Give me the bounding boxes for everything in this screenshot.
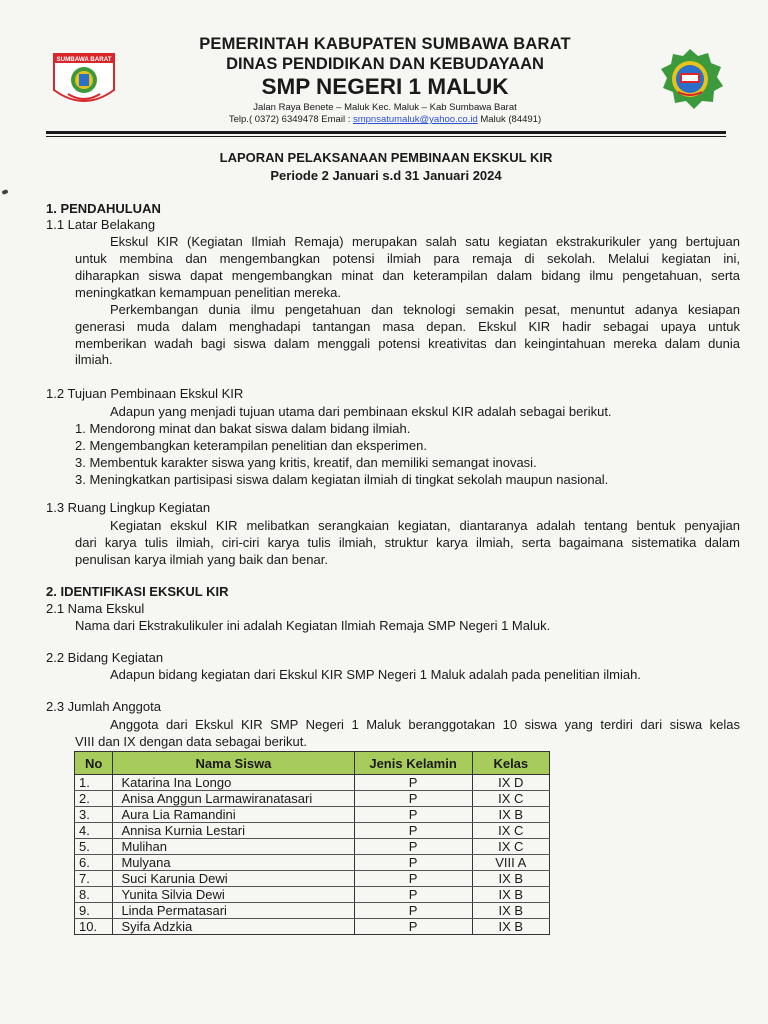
para1-line3: diharapkan siswa dapat mengembangkan minat dan keterampilan dalam bidang ilmu pengetahuan, serta bbox=[75, 268, 740, 283]
class-cell: IX C bbox=[472, 839, 549, 855]
class-cell: IX B bbox=[472, 807, 549, 823]
student-name-cell: Katarina Ina Longo bbox=[113, 775, 354, 791]
letterhead-rule-thin bbox=[46, 136, 726, 137]
class-cell: IX B bbox=[472, 871, 549, 887]
table-row bbox=[75, 823, 550, 839]
school-address: Jalan Raya Benete – Maluk Kec. Maluk – Kab Sumbawa Barat bbox=[253, 102, 517, 113]
class-cell: IX D bbox=[472, 775, 549, 791]
gender-cell: P bbox=[354, 839, 472, 855]
gender-cell: P bbox=[354, 775, 472, 791]
row-number-cell: 1. bbox=[75, 775, 113, 791]
members-line2: VIII dan IX dengan data sebagai berikut. bbox=[75, 734, 308, 749]
class-cell: IX C bbox=[472, 823, 549, 839]
club-name-text: Nama dari Ekstrakulikuler ini adalah Kegiatan Ilmiah Remaja SMP Negeri 1 Maluk. bbox=[75, 618, 551, 633]
row-number-cell: 8. bbox=[75, 887, 113, 903]
postal-text: Maluk (84491) bbox=[477, 114, 542, 125]
row-number-cell: 4. bbox=[75, 823, 113, 839]
para2-line4: ilmiah. bbox=[75, 352, 113, 367]
report-title: LAPORAN PELAKSANAAN PEMBINAAN EKSKUL KIR bbox=[219, 150, 553, 165]
row-number-cell: 6. bbox=[75, 855, 113, 871]
school-emblem-logo bbox=[656, 48, 724, 110]
report-period: Periode 2 Januari s.d 31 Januari 2024 bbox=[270, 168, 502, 183]
class-cell: VIII A bbox=[472, 855, 549, 871]
header-gender: Jenis Kelamin bbox=[354, 752, 472, 775]
gender-cell: P bbox=[354, 919, 472, 935]
section2-3-heading: 2.3 Jumlah Anggota bbox=[46, 699, 161, 714]
student-name-cell: Aura Lia Ramandini bbox=[113, 807, 354, 823]
gender-cell: P bbox=[354, 807, 472, 823]
activity-field-text: Adapun bidang kegiatan dari Ekskul KIR SMP Negeri 1 Maluk adalah pada penelitian ilmiah. bbox=[110, 667, 641, 682]
para1-line2: untuk membina dan mengembangkan potensi ilmiah para remaja di sekolah. Melalui kegiatan ini, bbox=[75, 251, 740, 266]
gender-cell: P bbox=[354, 855, 472, 871]
table-row bbox=[75, 791, 550, 807]
header-class: Kelas bbox=[472, 752, 549, 775]
email-link[interactable]: smpnsatumaluk@yahoo.co.id bbox=[352, 114, 478, 125]
student-name-cell: Syifa Adzkia bbox=[113, 919, 354, 935]
row-number-cell: 7. bbox=[75, 871, 113, 887]
student-name-cell: Mulyana bbox=[113, 855, 354, 871]
department-name: DINAS PENDIDIKAN DAN KEBUDAYAAN bbox=[226, 55, 544, 73]
government-name: PEMERINTAH KABUPATEN SUMBAWA BARAT bbox=[199, 35, 571, 53]
scope-line1: Kegiatan ekskul KIR melibatkan serangkaian kegiatan, diantaranya adalah tentang bentuk penyajian bbox=[110, 518, 740, 533]
section1-1-heading: 1.1 Latar Belakang bbox=[46, 217, 156, 232]
scope-line3: penulisan karya ilmiah yang baik dan benar. bbox=[75, 552, 328, 567]
row-number-cell: 10. bbox=[75, 919, 113, 935]
para2-line2: generasi muda dalam menghadapi tantangan masa depan. Ekskul KIR hadir sebagai upaya untuk bbox=[75, 319, 740, 334]
table-row bbox=[75, 775, 550, 791]
class-cell: IX B bbox=[472, 903, 549, 919]
scan-speck bbox=[1, 189, 8, 195]
header-no: No bbox=[75, 752, 113, 775]
goals-intro: Adapun yang menjadi tujuan utama dari pembinaan ekskul KIR adalah sebagai berikut. bbox=[110, 404, 612, 419]
section2-2-heading: 2.2 Bidang Kegiatan bbox=[46, 650, 164, 665]
section1-heading: 1. PENDAHULUAN bbox=[46, 201, 161, 216]
row-number-cell: 2. bbox=[75, 791, 113, 807]
table-row bbox=[75, 855, 550, 871]
header-name: Nama Siswa bbox=[113, 752, 354, 775]
goal-item: 3. Meningkatkan partisipasi siswa dalam kegiatan ilmiah di tingkat sekolah maupun nasional. bbox=[75, 472, 609, 487]
gender-cell: P bbox=[354, 823, 472, 839]
section1-3-heading: 1.3 Ruang Lingkup Kegiatan bbox=[46, 500, 211, 515]
goal-item: 2. Mengembangkan keterampilan penelitian dan eksperimen. bbox=[75, 438, 427, 453]
student-name-cell: Yunita Silvia Dewi bbox=[113, 887, 354, 903]
row-number-cell: 3. bbox=[75, 807, 113, 823]
class-cell: IX C bbox=[472, 791, 549, 807]
table-row bbox=[75, 871, 550, 887]
table-row bbox=[75, 839, 550, 855]
section1-2-heading: 1.2 Tujuan Pembinaan Ekskul KIR bbox=[46, 386, 244, 401]
class-cell: IX B bbox=[472, 887, 549, 903]
letterhead-rule-thick bbox=[46, 131, 726, 134]
table-row bbox=[75, 903, 550, 919]
student-name-cell: Suci Karunia Dewi bbox=[113, 871, 354, 887]
para1-line1: Ekskul KIR (Kegiatan Ilmiah Remaja) merupakan salah satu kegiatan ekstrakurikuler yang bertujuan bbox=[110, 234, 740, 249]
para2-line1: Perkembangan dunia ilmu pengetahuan dan teknologi semakin pesat, menuntut adanya kesiapan bbox=[110, 302, 740, 317]
para2-line3: memberikan wadah bagi siswa dalam menggali potensi kreativitas dan keingintahuan mereka dalam dunia bbox=[75, 336, 740, 351]
gender-cell: P bbox=[354, 903, 472, 919]
contact-line bbox=[150, 114, 620, 126]
crest-banner-text: SUMBAWA BARAT bbox=[56, 56, 112, 63]
gender-cell: P bbox=[354, 871, 472, 887]
scope-line2: dari karya tulis ilmiah, ciri-ciri karya tulis ilmiah, struktur karya ilmiah, serta bagaimana sistematika dalam bbox=[75, 535, 740, 550]
gender-cell: P bbox=[354, 791, 472, 807]
members-line1: Anggota dari Ekskul KIR SMP Negeri 1 Maluk beranggotakan 10 siswa yang terdiri dari siswa kelas bbox=[110, 717, 740, 732]
letterhead bbox=[150, 34, 620, 126]
row-number-cell: 9. bbox=[75, 903, 113, 919]
phone-text: Telp.( 0372) 6349478 Email : bbox=[228, 114, 353, 125]
student-name-cell: Mulihan bbox=[113, 839, 354, 855]
row-number-cell: 5. bbox=[75, 839, 113, 855]
table-row bbox=[75, 887, 550, 903]
gender-cell: P bbox=[354, 887, 472, 903]
student-name-cell: Linda Permatasari bbox=[113, 903, 354, 919]
section2-1-heading: 2.1 Nama Ekskul bbox=[46, 601, 145, 616]
table-row bbox=[75, 919, 550, 935]
section2-heading: 2. IDENTIFIKASI EKSKUL KIR bbox=[46, 584, 229, 599]
student-name-cell: Anisa Anggun Larmawiranatasari bbox=[113, 791, 354, 807]
members-table bbox=[74, 751, 550, 935]
student-name-cell: Annisa Kurnia Lestari bbox=[113, 823, 354, 839]
goal-item: 1. Mendorong minat dan bakat siswa dalam bidang ilmiah. bbox=[75, 421, 411, 436]
table-header-row bbox=[75, 752, 550, 775]
class-cell: IX B bbox=[472, 919, 549, 935]
school-name: SMP NEGERI 1 MALUK bbox=[261, 74, 509, 99]
goal-item: 3. Membentuk karakter siswa yang kritis, kreatif, dan memiliki semangat inovasi. bbox=[75, 455, 537, 470]
table-row bbox=[75, 807, 550, 823]
district-crest-logo bbox=[46, 50, 122, 110]
para1-line4: meningkatkan kemampuan penelitian mereka. bbox=[75, 285, 341, 300]
